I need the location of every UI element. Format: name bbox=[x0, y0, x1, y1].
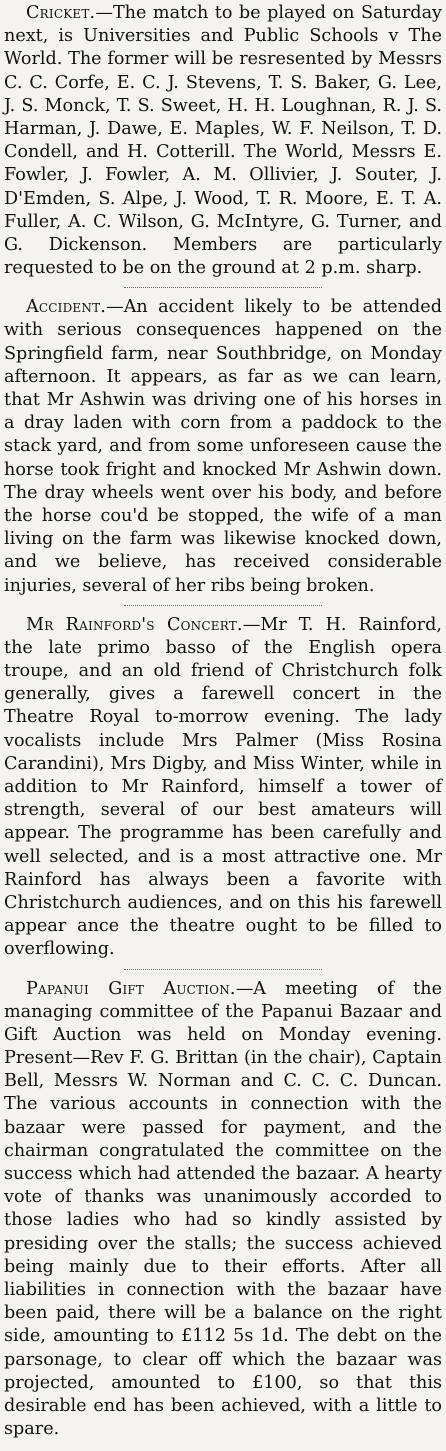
article-cricket bbox=[4, 2, 442, 280]
news-column bbox=[4, 2, 442, 1441]
article-accident bbox=[4, 296, 442, 597]
article-separator bbox=[124, 969, 322, 971]
article-paragraph bbox=[4, 614, 442, 962]
article-paragraph bbox=[4, 2, 442, 280]
article-body: —An accident likely to be attended with serious consequences happened on the Springfield farm, near Southbridge, on Monday afternoon. It appears, as far as we can learn, that Mr Ashwin was driving one of his horses in a dray laden with corn from a paddock to the stack yard, and from some unforeseen cause the horse took fright and knocked Mr Ashwin down. The dray wheels went over his body, and before the horse cou'd be stopped, the wife of a man living on the farm was likewise knocked down, and we believe, has received considerable injuries, several of her ribs being broken. bbox=[4, 297, 442, 596]
article-body: —Mr T. H. Rainford, the late primo basso of the English opera troupe, and an old friend of Christchurch folk generally, gives a farewell concert in the Theatre Royal to-morrow evening. The lady vocalists include Mrs Palmer (Miss Rosina Carandini), Mrs Digby, and Miss Winter, while in addition to Mr Rainford, himself a tower of strength, several of our best amateurs will appear. The programme has been carefully and well selected, and is a most attractive one. Mr Rainford has always been a favorite with Christchurch audiences, and on this his farewell appear ance the theatre ought to be filled to overflowing. bbox=[4, 614, 442, 960]
article-body: —The match to be played on Saturday next, is Universities and Public Schools v The World. The former will be resresented by Messrs C. C. Corfe, E. C. J. Stevens, T. S. Baker, G. Lee, J. S. Monck, T. S. Sweet, H. H. Loughnan, R. J. S. Harman, J. Dawe, E. Maples, W. F. Neilson, T. D. Condell, and H. Cotterill. The World, Messrs E. Fowler, J. Fowler, A. M. Ollivier, J. Souter, J. D'Emden, S. Alpe, J. Wood, T. R. Moore, E. T. A. Fuller, A. C. Wilson, G. McIntyre, G. Turner, and G. Dickenson. Members are particularly requested to be on the ground at 2 p.m. sharp. bbox=[4, 3, 442, 279]
article-paragraph bbox=[4, 978, 442, 1442]
article-separator bbox=[124, 605, 322, 607]
article-heading: Accident. bbox=[26, 297, 107, 318]
article-heading: Mr Rainford's Concert. bbox=[26, 614, 243, 635]
article-papanui-gift-auction bbox=[4, 978, 442, 1442]
article-heading: Papanui Gift Auction. bbox=[26, 978, 236, 999]
article-heading: Cricket. bbox=[26, 3, 96, 23]
article-rainford-concert bbox=[4, 614, 442, 962]
article-body: —A meeting of the managing committee of the Papanui Bazaar and Gift Auction was held on Monday evening. Present—Rev F. G. Brittan (in the chair), Captain Bell, Messrs W. Norman and C. C. C. Duncan. The various accounts in connection with the bazaar were passed for payment, and the chairman congratulated the committee on the success which had attended the bazaar. A hearty vote of thanks was unanimously accorded to those ladies who had so kindly assisted by presiding over the stalls; the success achieved being mainly due to their efforts. After all liabilities in connection with the bazaar have been paid, there will be a balance on the right side, amounting to £112 5s 1d. The debt on the parsonage, to clear off which the bazaar was projected, amounted to £100, so that this desirable end has been achieved, with a little to spare. bbox=[4, 978, 442, 1440]
article-separator bbox=[124, 287, 322, 289]
article-paragraph bbox=[4, 296, 442, 597]
